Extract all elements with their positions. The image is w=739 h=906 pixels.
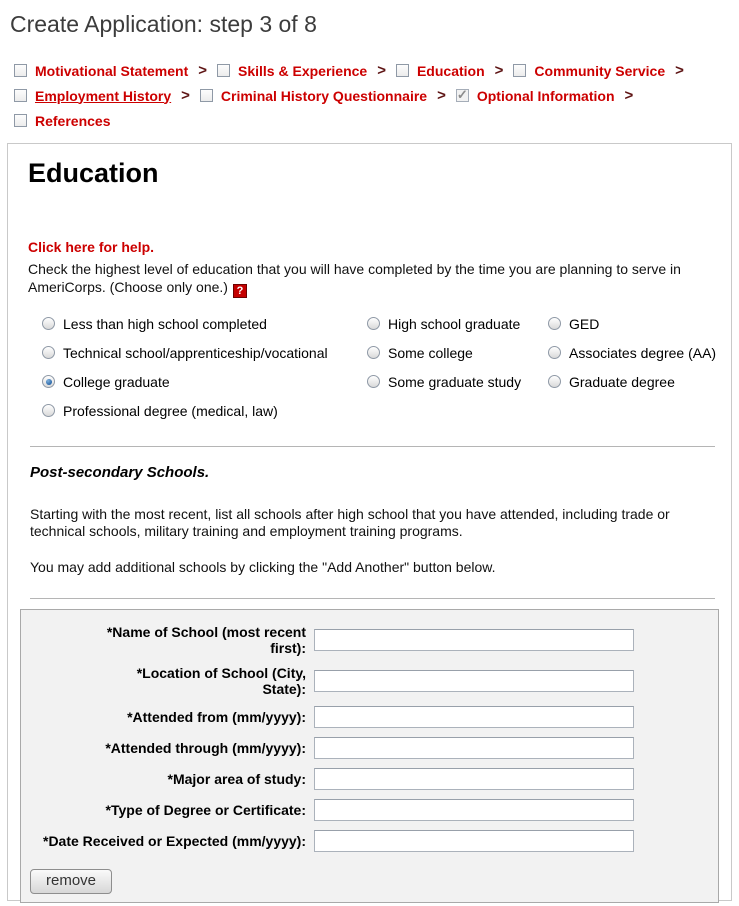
education-level-college-graduate[interactable] [42, 374, 367, 390]
step-checkbox-criminal-history-questionnaire[interactable] [200, 89, 213, 102]
step-label-employment-history[interactable]: Employment History [35, 87, 172, 104]
education-level-high-school-graduate[interactable] [367, 316, 548, 332]
radio-button-graduate-degree[interactable] [548, 375, 561, 388]
radio-label-associates-degree-aa[interactable]: Associates degree (AA) [569, 344, 717, 361]
radio-button-some-graduate-study[interactable] [367, 375, 380, 388]
school-fields [21, 624, 718, 852]
attended-through-input[interactable] [314, 737, 634, 759]
field-label-major-area-of-study [21, 771, 306, 787]
radio-button-high-school-graduate[interactable] [367, 317, 380, 330]
radio-button-some-college[interactable] [367, 346, 380, 359]
chevron-separator: > [624, 87, 634, 104]
step-label-criminal-history-questionnaire[interactable]: Criminal History Questionnaire [220, 87, 428, 104]
step-label-optional-information[interactable]: Optional Information [476, 87, 615, 104]
post-secondary-intro: Starting with the most recent, list all schools after high school that you have attended, including trade or technical schools, military training and employment training programs. [30, 505, 670, 539]
step-label-motivational-statement[interactable]: Motivational Statement [35, 62, 189, 79]
field-label-line: *Attended from (mm/yyyy): [127, 709, 306, 725]
radio-label-technical-school-apprenticeship-vocational[interactable]: Technical school/apprenticeship/vocational [63, 344, 328, 361]
education-level-less-than-high-school-completed[interactable] [42, 316, 367, 332]
instructions-text: Check the highest level of education that you will have completed by the time you are planning to serve in AmeriCorps. (Choose only one.) [28, 261, 681, 295]
education-level-some-graduate-study[interactable] [367, 374, 548, 390]
radio-label-college-graduate[interactable]: College graduate [63, 373, 170, 390]
step-navigation [14, 62, 732, 129]
radio-label-high-school-graduate[interactable]: High school graduate [388, 315, 521, 332]
education-instructions [28, 261, 711, 298]
step-nav-row [14, 112, 732, 129]
remove-button[interactable]: remove [30, 869, 112, 894]
step-item-references[interactable] [14, 113, 111, 129]
major-area-of-study-input[interactable] [314, 768, 634, 790]
divider [30, 446, 715, 447]
location-of-school-input[interactable] [314, 670, 634, 692]
field-label-type-of-degree [21, 802, 306, 818]
step-checkbox-employment-history[interactable] [14, 89, 27, 102]
field-label-line: *Type of Degree or Certificate: [105, 802, 306, 818]
step-item-motivational-statement[interactable] [14, 63, 188, 79]
form-row-attended-from [21, 706, 718, 728]
radio-button-professional-degree-medical-law[interactable] [42, 404, 55, 417]
education-level-options [42, 316, 719, 419]
step-item-community-service[interactable] [513, 63, 665, 79]
step-item-optional-information[interactable] [456, 88, 615, 104]
step-item-education[interactable] [396, 63, 485, 79]
radio-label-less-than-high-school-completed[interactable]: Less than high school completed [63, 315, 267, 332]
education-level-professional-degree-medical-law[interactable] [42, 403, 367, 419]
radio-button-technical-school-apprenticeship-vocational[interactable] [42, 346, 55, 359]
radio-label-graduate-degree[interactable]: Graduate degree [569, 373, 675, 390]
radio-button-ged[interactable] [548, 317, 561, 330]
field-label-line: *Attended through (mm/yyyy): [105, 740, 306, 756]
field-label-line: *Location of School (City, [136, 665, 306, 681]
step-label-skills-experience[interactable]: Skills & Experience [238, 62, 368, 79]
field-label-line: *Name of School (most recent [106, 624, 306, 640]
chevron-separator: > [675, 62, 684, 79]
type-of-degree-input[interactable] [314, 799, 634, 821]
radio-label-professional-degree-medical-law[interactable]: Professional degree (medical, law) [63, 402, 278, 419]
name-of-school-input[interactable] [314, 629, 634, 651]
attended-from-input[interactable] [314, 706, 634, 728]
field-label-line: State): [262, 681, 306, 697]
school-entry-box [20, 609, 719, 903]
field-label-location-of-school [21, 665, 306, 697]
field-label-date-received [21, 833, 306, 849]
chevron-separator: > [494, 62, 504, 79]
education-panel [7, 143, 732, 901]
page-title: Create Application: step 3 of 8 [10, 11, 317, 37]
step-label-references[interactable]: References [35, 112, 111, 129]
step-checkbox-references[interactable] [14, 114, 27, 127]
radio-button-less-than-high-school-completed[interactable] [42, 317, 55, 330]
step-item-employment-history[interactable] [14, 88, 171, 104]
chevron-separator: > [181, 87, 190, 104]
step-item-criminal-history-questionnaire[interactable] [200, 88, 427, 104]
add-another-note: You may add additional schools by clicking the "Add Another" button below. [30, 558, 496, 575]
help-link[interactable]: Click here for help. [28, 239, 155, 255]
radio-label-some-college[interactable]: Some college [388, 344, 473, 361]
field-label-line: first): [270, 640, 306, 656]
divider [30, 598, 715, 599]
section-heading: Education [28, 158, 159, 188]
step-item-skills-experience[interactable] [217, 63, 367, 79]
education-level-associates-degree-aa[interactable] [548, 345, 719, 361]
question-mark-help-icon[interactable]: ? [233, 284, 247, 298]
step-checkbox-motivational-statement[interactable] [14, 64, 27, 77]
education-level-technical-school-apprenticeship-vocational[interactable] [42, 345, 367, 361]
step-label-community-service[interactable]: Community Service [534, 62, 666, 79]
chevron-separator: > [377, 62, 386, 79]
field-label-attended-through [21, 740, 306, 756]
step-checkbox-education[interactable] [396, 64, 409, 77]
radio-label-ged[interactable]: GED [569, 315, 600, 332]
form-row-date-received [21, 830, 718, 852]
field-label-name-of-school [21, 624, 306, 656]
step-checkbox-optional-information[interactable] [456, 89, 469, 102]
form-row-type-of-degree [21, 799, 718, 821]
field-label-line: *Major area of study: [167, 771, 306, 787]
chevron-separator: > [198, 62, 208, 79]
radio-label-some-graduate-study[interactable]: Some graduate study [388, 373, 522, 390]
form-row-name-of-school [21, 624, 718, 656]
form-row-location-of-school [21, 665, 718, 697]
education-level-graduate-degree[interactable] [548, 374, 719, 390]
step-label-education[interactable]: Education [416, 62, 485, 79]
radio-button-associates-degree-aa[interactable] [548, 346, 561, 359]
step-nav-row [14, 87, 732, 104]
step-checkbox-community-service[interactable] [513, 64, 526, 77]
education-level-some-college[interactable] [367, 345, 548, 361]
step-nav-row [14, 62, 732, 79]
step-checkbox-skills-experience[interactable] [217, 64, 230, 77]
chevron-separator: > [437, 87, 446, 104]
date-received-input[interactable] [314, 830, 634, 852]
post-secondary-heading: Post-secondary Schools. [30, 463, 210, 481]
form-row-major-area-of-study [21, 768, 718, 790]
radio-button-college-graduate[interactable] [42, 375, 55, 388]
education-level-ged[interactable] [548, 316, 719, 332]
field-label-line: *Date Received or Expected (mm/yyyy): [43, 833, 306, 849]
form-row-attended-through [21, 737, 718, 759]
field-label-attended-from [21, 709, 306, 725]
